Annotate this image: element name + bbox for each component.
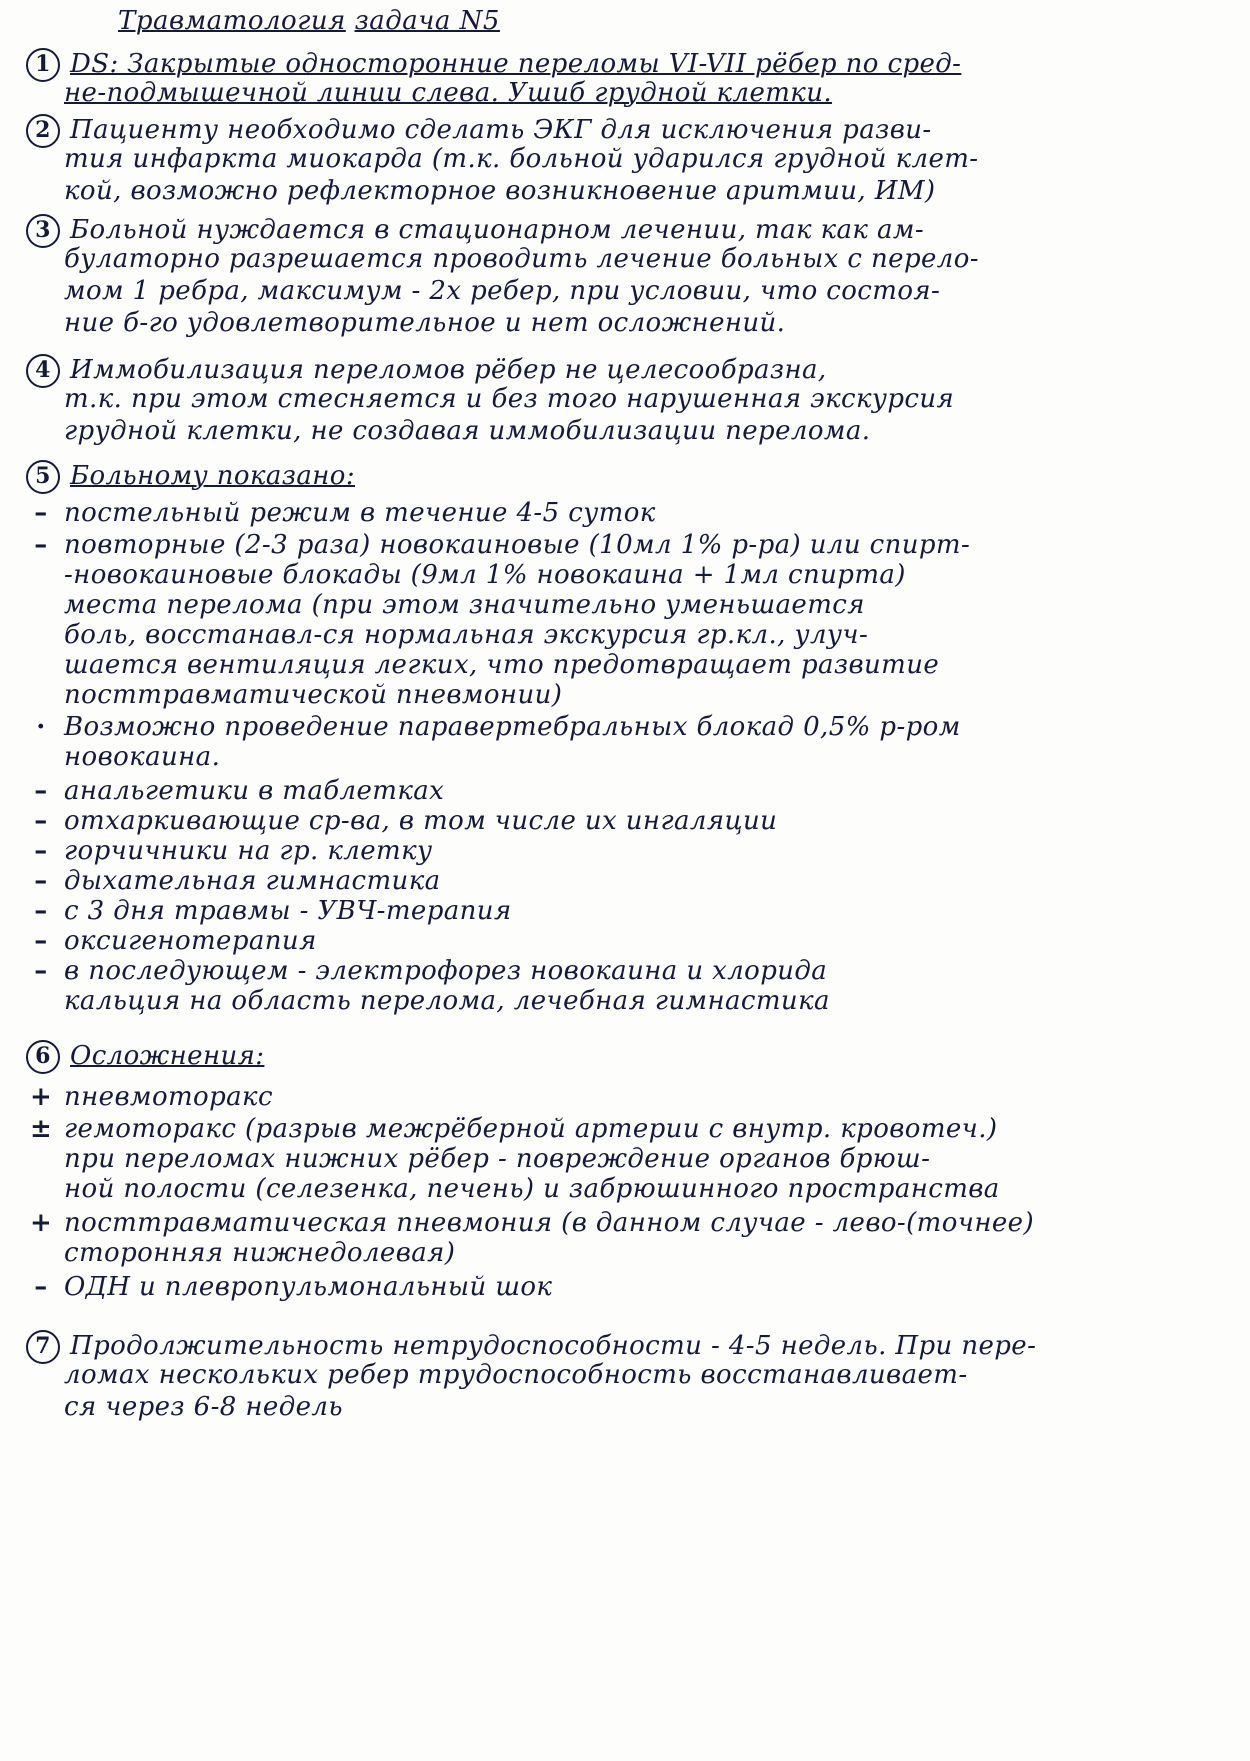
section-number-7: 7 — [26, 1330, 60, 1364]
treatment-item-1: – постельный режим в течение 4-5 суток — [34, 498, 656, 528]
complication-item-2-line-1: ± гемоторакс (разрыв межрёберной артерии с внутр. кровотеч.) — [30, 1114, 998, 1144]
treatment-item-7: – дыхательная гимнастика — [34, 866, 441, 896]
treatment-item-10-line-1: – в последующем - электрофорез новокаина и хлорида — [34, 956, 828, 986]
section-2-line-2: тия инфаркта миокарда (т.к. больной ударился грудной клет- — [64, 144, 979, 174]
section-number-4: 4 — [26, 354, 60, 388]
section-4-line-2: т.к. при этом стесняется и без того нарушенная экскурсия — [64, 384, 955, 414]
treatment-item-5: – отхаркивающие ср-ва, в том числе их ингаляции — [34, 806, 778, 836]
treatment-item-3-line-1: · Возможно проведение паравертебральных блокад 0,5% р-ром — [36, 712, 961, 742]
complication-item-4: – ОДН и плевропульмональный шок — [34, 1272, 553, 1302]
complication-item-3-line-2: сторонняя нижнедолевая) — [64, 1238, 456, 1268]
complication-item-2-line-2: при переломах нижних рёбер - повреждение органов брюш- — [64, 1144, 931, 1174]
treatment-item-4: – анальгетики в таблетках — [34, 776, 445, 806]
title-task: задача N5 — [354, 6, 500, 36]
complication-item-2-line-3: ной полости (селезенка, печень) и забрюшинного пространства — [64, 1174, 1000, 1204]
treatment-item-2-line-5: шается вентиляция легких, что предотвращает развитие — [64, 650, 940, 680]
section-7-line-1: 7 Продолжительность нетрудоспособности - 4-5 недель. При пере- — [26, 1330, 1036, 1364]
section-1-line-2: не-подмышечной линии слева. Ушиб грудной клетки. — [64, 78, 833, 108]
section-number-5: 5 — [26, 460, 60, 494]
title-subject: Травматология — [118, 6, 346, 36]
section-7-line-3: ся через 6-8 недель — [64, 1392, 343, 1422]
section-number-1: 1 — [26, 48, 60, 82]
section-3-line-2: булаторно разрешается проводить лечение больных с перело- — [64, 244, 979, 274]
section-number-2: 2 — [26, 114, 60, 148]
section-2-line-3: кой, возможно рефлекторное возникновение аритмии, ИМ) — [64, 176, 936, 206]
treatment-item-3-line-2: новокаина. — [64, 742, 221, 772]
section-4-line-1: 4 Иммобилизация переломов рёбер не целесообразна, — [26, 354, 827, 388]
section-6-heading: 6 Осложнения: — [26, 1040, 264, 1074]
section-number-6: 6 — [26, 1040, 60, 1074]
section-7-line-2: ломах нескольких ребер трудоспособность восстанавливает- — [64, 1360, 968, 1390]
section-5-heading: 5 Больному показано: — [26, 460, 355, 494]
complication-item-3-line-1: + посттравматическая пневмония (в данном случае - лево-(точнее) — [30, 1208, 1034, 1238]
section-number-3: 3 — [26, 214, 60, 248]
page-title — [118, 6, 500, 36]
treatment-item-6: – горчичники на гр. клетку — [34, 836, 433, 866]
section-3-line-1: 3 Больной нуждается в стационарном лечении, так как ам- — [26, 214, 924, 248]
treatment-item-2-line-1: – повторные (2-3 раза) новокаиновые (10мл 1% р-ра) или спирт- — [34, 530, 971, 560]
complication-item-1: + пневмоторакс — [30, 1082, 273, 1112]
section-3-line-3: мом 1 ребра, максимум - 2х ребер, при условии, что состоя- — [64, 276, 941, 306]
treatment-item-2-line-2: -новокаиновые блокады (9мл 1% новокаина + 1мл спирта) — [64, 560, 906, 590]
treatment-item-2-line-3: места перелома (при этом значительно уменьшается — [64, 590, 865, 620]
treatment-item-2-line-4: боль, восстанавл-ся нормальная экскурсия гр.кл., улуч- — [64, 620, 869, 650]
section-3-line-4: ние б-го удовлетворительное и нет осложнений. — [64, 308, 786, 338]
treatment-item-9: – оксигенотерапия — [34, 926, 317, 956]
section-1-line-1: 1 DS: Закрытые односторонние переломы VI-VII рёбер по сред- — [26, 48, 961, 82]
treatment-item-10-line-2: кальция на область перелома, лечебная гимнастика — [64, 986, 830, 1016]
section-2-line-1: 2 Пациенту необходимо сделать ЭКГ для исключения разви- — [26, 114, 932, 148]
treatment-item-8: – с 3 дня травмы - УВЧ-терапия — [34, 896, 512, 926]
treatment-item-2-line-6: посттравматической пневмонии) — [64, 680, 563, 710]
section-4-line-3: грудной клетки, не создавая иммобилизации перелома. — [64, 416, 871, 446]
